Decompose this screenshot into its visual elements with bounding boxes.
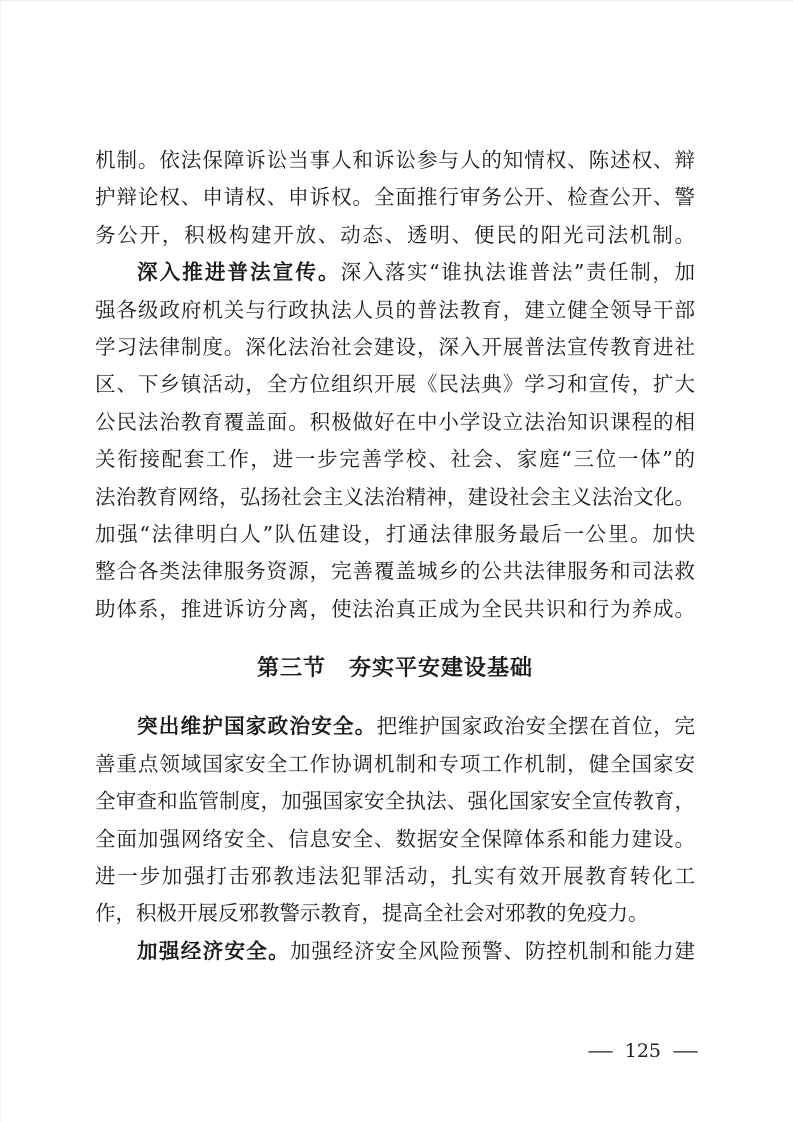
text-line bbox=[95, 292, 695, 329]
line-text: 作，积极开展反邪教警示教育，提高全社会对邪教的免疫力。 bbox=[95, 901, 649, 926]
line-text: 进一步加强打击邪教违法犯罪活动，扎实有效开展教育转化工 bbox=[95, 864, 695, 889]
text-line bbox=[95, 591, 695, 628]
text-line bbox=[95, 746, 695, 783]
paragraph-lead-bold: 突出维护国家政治安全。 bbox=[137, 714, 377, 739]
line-text: 深入落实“谁执法谁普法”责任制，加 bbox=[340, 260, 695, 285]
text-line bbox=[95, 142, 695, 179]
text-line bbox=[95, 858, 695, 895]
text-line bbox=[95, 366, 695, 403]
text-line bbox=[95, 783, 695, 820]
line-text: 关衔接配套工作，进一步完善学校、社会、家庭“三位一体”的 bbox=[95, 447, 695, 472]
paragraph bbox=[95, 933, 695, 970]
text-line bbox=[95, 254, 695, 291]
line-text: 机制。依法保障诉讼当事人和诉讼参与人的知情权、陈述权、辩 bbox=[95, 148, 695, 172]
footer-dash-left: — bbox=[586, 1040, 614, 1062]
text-line bbox=[95, 441, 695, 478]
line-text: 加强“法律明白人”队伍建设，打通法律服务最后一公里。加快 bbox=[95, 521, 695, 546]
line-text: 善重点领域国家安全工作协调机制和专项工作机制，健全国家安 bbox=[95, 751, 695, 776]
paragraph-lead-bold: 加强经济安全。 bbox=[137, 938, 291, 963]
line-text: 全审查和监管制度，加强国家安全执法、强化国家安全宣传教育， bbox=[95, 789, 695, 814]
document-body bbox=[95, 142, 695, 970]
line-text: 把维护国家政治安全摆在首位，完 bbox=[376, 714, 696, 739]
paragraph bbox=[95, 254, 695, 628]
text-line bbox=[95, 479, 695, 516]
line-text: 强各级政府机关与行政执法人员的普法教育，建立健全领导干部 bbox=[95, 297, 695, 322]
line-text: 全面加强网络安全、信息安全、数据安全保障体系和能力建设。 bbox=[95, 826, 695, 851]
paragraph-lead-bold: 深入推进普法宣传。 bbox=[137, 260, 341, 285]
paragraph bbox=[95, 142, 695, 254]
text-line bbox=[95, 179, 695, 216]
line-text: 务公开，积极构建开放、动态、透明、便民的阳光司法机制。 bbox=[95, 222, 695, 247]
text-line bbox=[95, 329, 695, 366]
text-line bbox=[95, 821, 695, 858]
line-text: 法治教育网络，弘扬社会主义法治精神，建设社会主义法治文化。 bbox=[95, 484, 695, 509]
text-line bbox=[95, 708, 695, 745]
line-text: 助体系，推进诉访分离，使法治真正成为全民共识和行为养成。 bbox=[95, 596, 695, 621]
footer-dash-right: — bbox=[672, 1040, 699, 1062]
text-line bbox=[95, 895, 695, 932]
line-text: 公民法治教育覆盖面。积极做好在中小学设立法治知识课程的相 bbox=[95, 409, 695, 434]
text-line bbox=[95, 553, 695, 590]
text-line bbox=[95, 516, 695, 553]
text-line bbox=[95, 404, 695, 441]
line-text: 区、下乡镇活动，全方位组织开展《民法典》学习和宣传，扩大 bbox=[95, 372, 695, 397]
section-heading: 第三节 夯实平安建设基础 bbox=[256, 655, 533, 682]
line-text: 加强经济安全风险预警、防控机制和能力建 bbox=[290, 938, 696, 963]
paragraph bbox=[95, 708, 695, 932]
text-line bbox=[95, 217, 695, 254]
page-footer bbox=[95, 1040, 699, 1062]
footer-page-number: 125 bbox=[624, 1040, 661, 1062]
line-text: 护辩论权、申请权、申诉权。全面推行审务公开、检查公开、警 bbox=[95, 185, 695, 210]
line-text: 学习法律制度。深化法治社会建设，深入开展普法宣传教育进社 bbox=[95, 334, 695, 359]
text-line bbox=[95, 933, 695, 970]
line-text: 整合各类法律服务资源，完善覆盖城乡的公共法律服务和司法救 bbox=[95, 559, 695, 584]
